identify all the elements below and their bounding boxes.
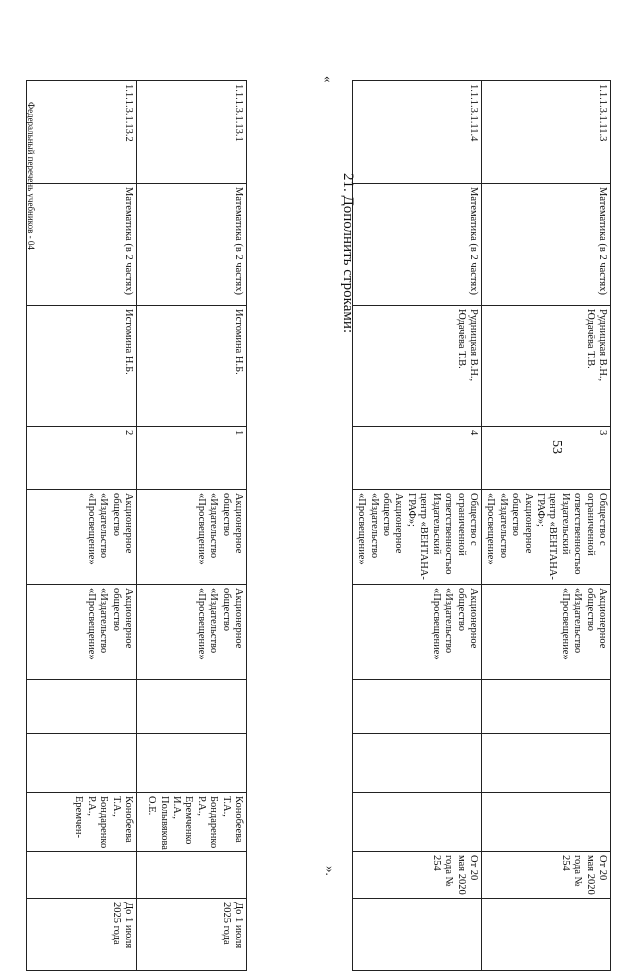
cell-legal: Акционерное общество «Издательство «Просвещение» xyxy=(481,585,610,680)
cell-c8 xyxy=(481,734,610,793)
cell-publisher: Акционерное общество «Издательство «Просвещение» xyxy=(27,490,137,585)
cell-authors: Рудницкая В.Н., Юдачёва Т.В. xyxy=(352,306,481,427)
cell-c7 xyxy=(27,680,137,734)
cell-legal: Акционерное общество «Издательство «Просвещение» xyxy=(352,585,481,680)
cell-until: До 1 июля 2025 года xyxy=(27,899,137,971)
cell-c9 xyxy=(352,793,481,852)
cell-publisher: Акционерное общество «Издательство «Просвещение» xyxy=(137,490,247,585)
cell-legal: Акционерное общество «Издательство «Просвещение» xyxy=(27,585,137,680)
table-bottom xyxy=(26,80,247,971)
cell-c8 xyxy=(137,734,247,793)
footer-text: Федеральный перечень учебников - 04 xyxy=(26,102,36,250)
cell-title: Математика (в 2 частях) xyxy=(27,184,137,306)
cell-until: До 1 июля 2025 года xyxy=(137,899,247,971)
quote-close: ». xyxy=(323,866,338,876)
table-row xyxy=(352,81,481,971)
cell-publisher: Общество с ограниченной ответственностью Издательский центр «ВЕНТАНА-ГРАФ»; Акционерное общество «Издательство «Просвещение» xyxy=(481,490,610,585)
table-row xyxy=(27,81,137,971)
cell-authors: Истомина Н.Б. xyxy=(27,306,137,427)
table-top xyxy=(352,80,611,971)
cell-order xyxy=(27,852,137,899)
cell-c7 xyxy=(352,680,481,734)
table-row xyxy=(137,81,247,971)
cell-code: 1.1.1.3.1.13.1 xyxy=(137,81,247,184)
cell-code: 1.1.1.3.1.11.3 xyxy=(481,81,610,184)
cell-order: От 20 мая 2020 года № 254 xyxy=(352,852,481,899)
section-title: 21. Дополнить строками: xyxy=(340,173,356,334)
cell-grade: 4 xyxy=(352,427,481,490)
page-number: 53 xyxy=(549,440,564,454)
cell-title: Математика (в 2 частях) xyxy=(137,184,247,306)
table-top-body xyxy=(352,81,610,971)
cell-order: От 20 мая 2020 года № 254 xyxy=(481,852,610,899)
cell-c7 xyxy=(481,680,610,734)
cell-code: 1.1.1.3.1.13.2 xyxy=(27,81,137,184)
cell-publisher: Общество с ограниченной ответственностью Издательский центр «ВЕНТАНА-ГРАФ»; Акционерное общество «Издательство «Просвещение» xyxy=(352,490,481,585)
cell-c9 xyxy=(481,793,610,852)
cell-grade: 3 xyxy=(481,427,610,490)
cell-authors: Истомина Н.Б. xyxy=(137,306,247,427)
table-bottom-body xyxy=(27,81,247,971)
cell-c7 xyxy=(137,680,247,734)
cell-title: Математика (в 2 частях) xyxy=(352,184,481,306)
cell-order xyxy=(137,852,247,899)
cell-c11 xyxy=(481,899,610,971)
quote-open: « xyxy=(321,76,336,83)
cell-authors2: Конобеева Т.А., Бондаренко Р.А., Еремчен- xyxy=(27,793,137,852)
cell-c11 xyxy=(352,899,481,971)
cell-c8 xyxy=(27,734,137,793)
table-row xyxy=(481,81,610,971)
cell-authors: Рудницкая В.Н., Юдачёва Т.В. xyxy=(481,306,610,427)
cell-title: Математика (в 2 частях) xyxy=(481,184,610,306)
cell-authors2: Конобеева Т.А., Бондаренко Р.А., Еремченко И.А., Полывякова О.Е. xyxy=(137,793,247,852)
cell-c8 xyxy=(352,734,481,793)
cell-legal: Акционерное общество «Издательство «Просвещение» xyxy=(137,585,247,680)
cell-grade: 1 xyxy=(137,427,247,490)
cell-grade: 2 xyxy=(27,427,137,490)
cell-code: 1.1.1.3.1.11.4 xyxy=(352,81,481,184)
